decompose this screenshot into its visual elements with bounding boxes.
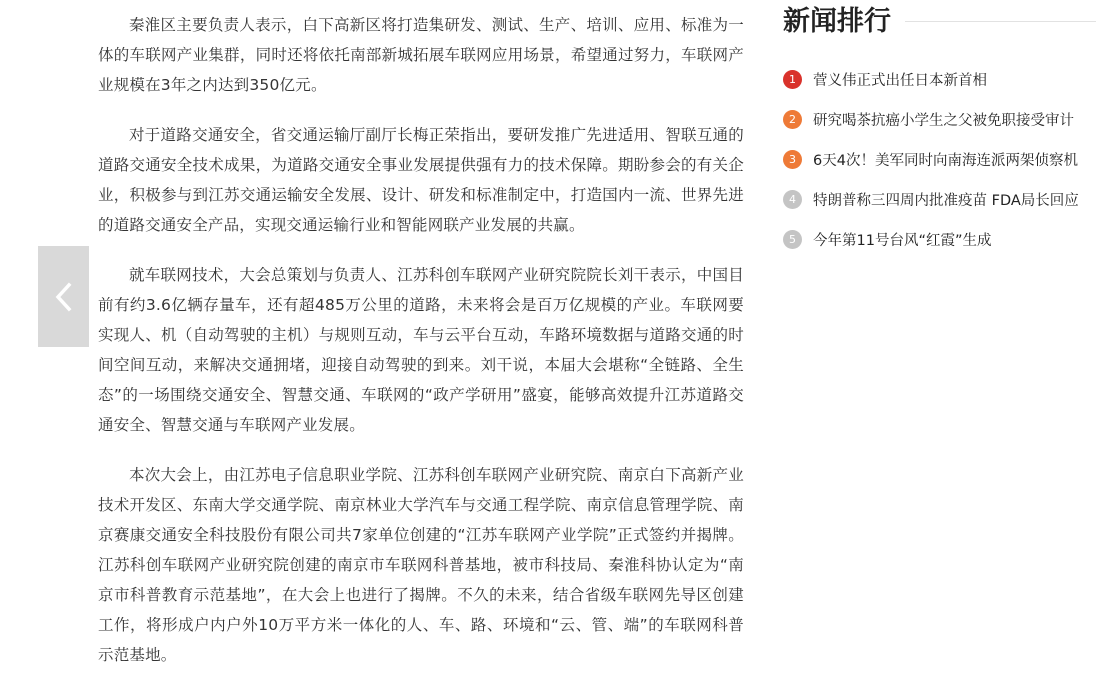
sidebar-header <box>783 0 1096 48</box>
ranking-item-link[interactable]: 6天4次！美军同时向南海连派两架侦察机 <box>813 152 1078 169</box>
ranking-item[interactable] <box>783 99 1096 139</box>
article-body <box>98 10 744 685</box>
rank-badge: 4 <box>783 190 802 209</box>
ranking-item-link[interactable]: 特朗普称三四周内批准疫苗 FDA局长回应 <box>813 192 1079 209</box>
prev-arrow-button[interactable] <box>38 246 89 347</box>
rank-badge: 2 <box>783 110 802 129</box>
chevron-left-icon <box>54 281 74 313</box>
header-divider <box>905 21 1096 22</box>
sidebar-title: 新闻排行 <box>783 6 891 37</box>
ranking-item[interactable] <box>783 59 1096 99</box>
ranking-item-link[interactable]: 菅义伟正式出任日本新首相 <box>813 72 987 89</box>
rank-badge: 3 <box>783 150 802 169</box>
article-paragraph: 秦淮区主要负责人表示，白下高新区将打造集研发、测试、生产、培训、应用、标准为一体的车联网产业集群，同时还将依托南部新城拓展车联网应用场景，希望通过努力，车联网产业规模在3年之内达到350亿元。 <box>98 16 744 94</box>
ranking-item[interactable] <box>783 179 1096 219</box>
rank-badge: 1 <box>783 70 802 89</box>
article-paragraph: 对于道路交通安全，省交通运输厅副厅长梅正荣指出，要研发推广先进适用、智联互通的道路交通安全技术成果，为道路交通安全事业发展提供强有力的技术保障。期盼参会的有关企业，积极参与到江苏交通运输安全发展、设计、研发和标准制定中，打造国内一流、世界先进的道路交通安全产品，实现交通运输行业和智能网联产业发展的共赢。 <box>98 126 744 234</box>
ranking-list <box>783 59 1096 259</box>
rank-badge: 5 <box>783 230 802 249</box>
ranking-item-link[interactable]: 研究喝茶抗癌小学生之父被免职接受审计 <box>813 112 1074 129</box>
news-ranking-sidebar <box>783 0 1096 259</box>
article-paragraph: 就车联网技术，大会总策划与负责人、江苏科创车联网产业研究院院长刘干表示，中国目前有约3.6亿辆存量车，还有超485万公里的道路，未来将会是百万亿规模的产业。车联网要实现人、机（自动驾驶的主机）与规则互动，车与云平台互动，车路环境数据与道路交通的时间空间互动，来解决交通拥堵，迎接自动驾驶的到来。刘干说，本届大会堪称“全链路、全生态”的一场围绕交通安全、智慧交通、车联网的“政产学研用”盛宴，能够高效提升江苏道路交通安全、智慧交通与车联网产业发展。 <box>98 266 744 434</box>
ranking-item[interactable] <box>783 219 1096 259</box>
ranking-item-link[interactable]: 今年第11号台风“红霞”生成 <box>813 232 992 249</box>
article-paragraph: 本次大会上，由江苏电子信息职业学院、江苏科创车联网产业研究院、南京白下高新产业技术开发区、东南大学交通学院、南京林业大学汽车与交通工程学院、南京信息管理学院、南京赛康交通安全科技股份有限公司共7家单位创建的“江苏车联网产业学院”正式签约并揭牌。江苏科创车联网产业研究院创建的南京市车联网科普基地，被市科技局、秦淮科协认定为“南京市科普教育示范基地”，在大会上也进行了揭牌。不久的未来，结合省级车联网先导区创建工作，将形成户内户外10万平方米一体化的人、车、路、环境和“云、管、端”的车联网科普示范基地。 <box>98 466 744 664</box>
ranking-item[interactable] <box>783 139 1096 179</box>
